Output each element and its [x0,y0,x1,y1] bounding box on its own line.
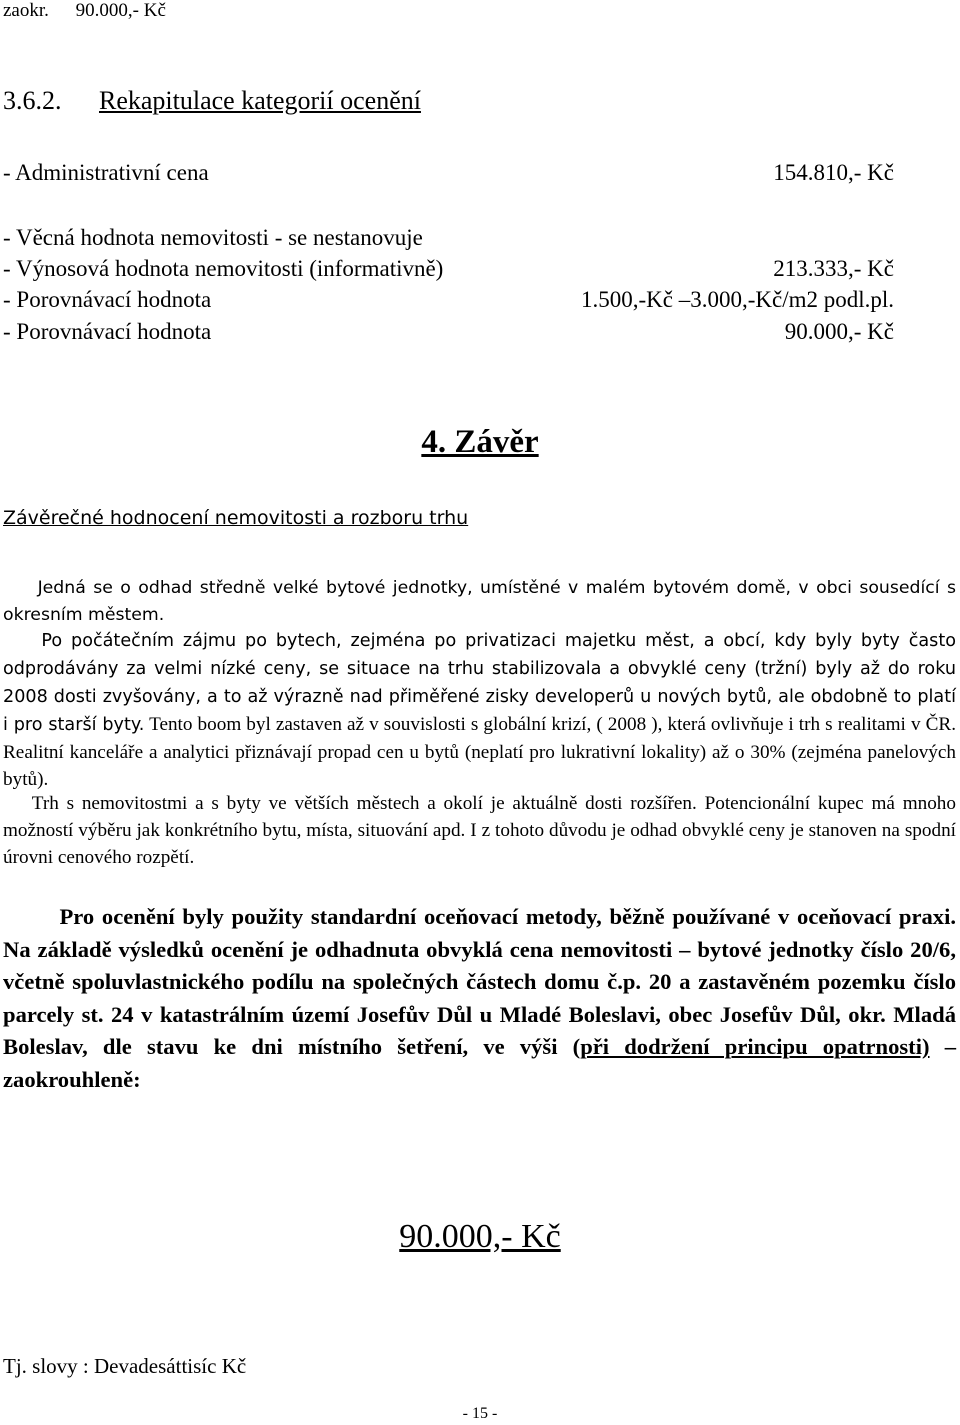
conclusion-subheading: Závěrečné hodnocení nemovitosti a rozboru trhu [3,507,469,529]
recap-row-comparative [0,319,960,347]
recap-value: 90.000,- Kč [784,319,894,344]
final-value: 90.000,- Kč [399,1218,561,1255]
conclusion-text-b: – zaokrouhleně: [3,1034,956,1092]
recap-row-income [0,256,960,284]
section-title: Rekapitulace kategorií ocenění [99,86,421,115]
paragraph-intro-text: Jedná se o odhad středně velké bytové jednotky, umístěné v malém bytovém domě, v obci sousedící s okresním městem. [3,578,956,625]
recap-row-comparative-range [0,287,960,315]
conclusion-heading: 4. Závěr [421,424,539,460]
conclusion-prudence: při dodržení principu opatrnosti) [580,1034,930,1059]
paragraph-market [3,627,956,793]
page-number: - 15 - [462,1405,498,1422]
recap-label: - Porovnávací hodnota [3,287,212,312]
recap-value: 154.810,- Kč [773,160,894,185]
paragraph-market-text-b: Tento boom byl zastaven až v souvislosti s globální krizí, ( 2008 ), která ovlivňuje i trh s realitami v ČR. Realitní kanceláře a analytici přiznávají propad cen u bytů (neplatí pro lukrativní lokality) až o 30% (zejména panelových bytů). [3,714,956,790]
rounded-value-line [3,0,166,22]
paragraph-offer-text: Trh s nemovitostmi a s byty ve větších městech a okolí je aktuálně dosti rozšířen. Potencionální kupec má mnoho možností výběru jak konkrétního bytu, místa, situování apd. I z tohoto důvodu je odhad obvyklé ceny je stanoven na spodní úrovni cenového rozpětí. [3,793,956,868]
recap-row-administrative [0,160,960,188]
value-in-words: Tj. slovy : Devadesáttisíc Kč [3,1354,247,1378]
recap-label: - Věcná hodnota nemovitosti - se nestanovuje [3,225,423,250]
paragraph-market-text-a: Po počátečním zájmu po bytech, zejména po privatizaci majetku měst, a obcí, kdy byly byty často odprodávány za velmi nízké ceny, se situace na trhu stabilizovala a obvyklé ceny (tržní) byly až do roku 2008 dosti zvyšovány, a to až výrazně nad přiměřené zisky developerů u nových bytů, ale obdobně to platí i pro starší byty. [3,631,956,735]
section-number: 3.6.2. [3,86,62,115]
paragraph-intro [3,575,956,628]
section-heading-362 [3,86,421,116]
recap-label: - Porovnávací hodnota [3,319,212,344]
rounded-label: zaokr. [3,0,49,21]
recap-label: - Výnosová hodnota nemovitosti (informativně) [3,256,444,281]
conclusion-statement [3,901,956,1096]
conclusion-text-a: Pro ocenění byly použity standardní oceňovací metody, běžně používané v oceňovací praxi. Na základě výsledků ocenění je odhadnuta obvyklá cena nemovitosti – bytové jednotky číslo 20/6, včetně spoluvlastnického podílu na společných částech domu č.p. 20 a zastavěném pozemku číslo parcely st. 24 v katastrálním území Josefův Důl u Mladé Boleslavi, obec Josefův Důl, okr. Mladá Boleslav, dle stavu ke dni místního šetření, ve výši ( [3,904,956,1059]
rounded-amount: 90.000,- Kč [75,0,166,21]
recap-label: - Administrativní cena [3,160,209,185]
recap-value: 213.333,- Kč [773,256,894,281]
paragraph-offer [3,790,956,871]
recap-row-material [0,225,960,253]
recap-value: 1.500,-Kč –3.000,-Kč/m2 podl.pl. [580,287,894,312]
